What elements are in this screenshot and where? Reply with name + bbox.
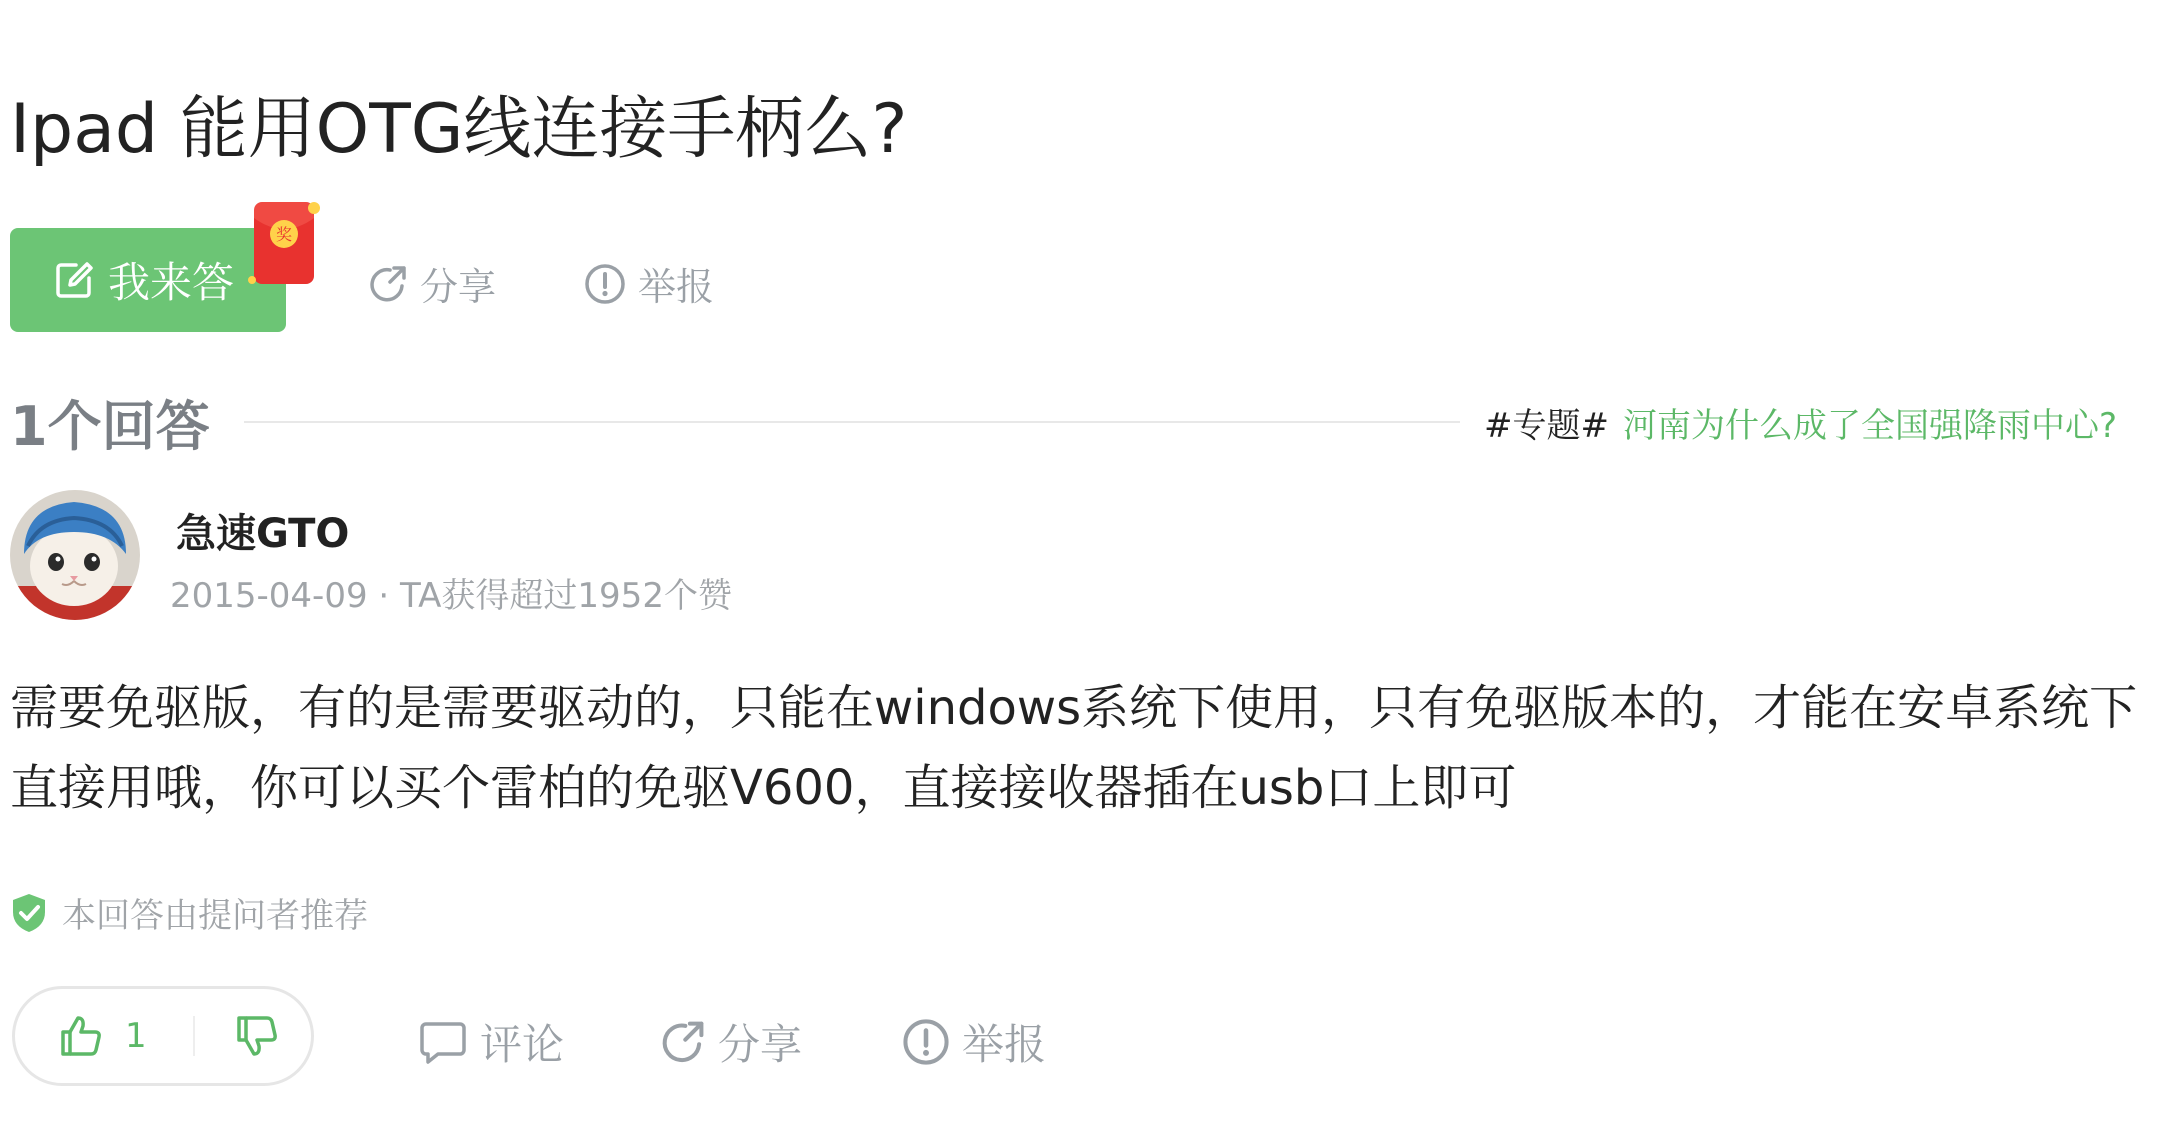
answer-date: 2015-04-09: [170, 576, 368, 616]
report-answer-label: 举报: [962, 1020, 1047, 1069]
meta-separator: ·: [378, 576, 390, 616]
recommended-badge: [10, 888, 368, 937]
topic-link[interactable]: 河南为什么成了全国强降雨中心?: [1622, 406, 2118, 446]
upvote-count: 1: [125, 1016, 147, 1056]
avatar[interactable]: [10, 490, 140, 620]
answer-body: 需要免驱版，有的是需要驱动的，只能在windows系统下使用，只有免驱版本的，才能在安卓系统下直接用哦，你可以买个雷柏的免驱V600，直接接收器插在usb口上即可: [10, 680, 2138, 816]
red-packet-char: 奖: [275, 225, 293, 244]
answers-count: 1个回答: [10, 395, 210, 458]
downvote-button[interactable]: [235, 1014, 279, 1058]
report-answer-button[interactable]: [902, 1012, 1046, 1072]
report-question-button[interactable]: [584, 256, 714, 311]
report-icon: [584, 263, 626, 305]
upvote-button[interactable]: [59, 1014, 147, 1058]
author-meta: [170, 568, 732, 617]
answer-button-label: 我来答: [108, 258, 235, 307]
thumbs-down-icon: [235, 1014, 279, 1058]
share-question-button[interactable]: [368, 256, 496, 311]
recommended-label: 本回答由提问者推荐: [62, 896, 368, 936]
share-icon: [368, 264, 408, 304]
author-name[interactable]: 急速GTO: [176, 511, 350, 557]
report-question-label: 举报: [638, 265, 715, 309]
comment-button[interactable]: [418, 1012, 564, 1072]
shield-check-icon: [10, 892, 48, 934]
answer-button[interactable]: [10, 228, 286, 332]
share-icon: [660, 1019, 706, 1065]
comment-label: 评论: [480, 1020, 565, 1069]
share-answer-button[interactable]: [660, 1012, 802, 1072]
section-divider: [244, 421, 1460, 423]
topic-banner: [1484, 398, 2117, 447]
share-answer-label: 分享: [718, 1020, 803, 1069]
question-title: Ipad 能用OTG线连接手柄么?: [10, 90, 908, 169]
red-packet-icon: [248, 200, 322, 288]
thumbs-up-icon: [59, 1014, 103, 1058]
author-likes-summary: TA获得超过1952个赞: [400, 576, 732, 616]
comment-icon: [418, 1018, 468, 1066]
topic-tag: #专题#: [1484, 406, 1609, 446]
report-icon: [902, 1018, 950, 1066]
share-question-label: 分享: [420, 265, 497, 309]
edit-icon: [54, 260, 94, 300]
vote-control: [12, 986, 314, 1086]
vote-separator: [193, 1016, 195, 1056]
